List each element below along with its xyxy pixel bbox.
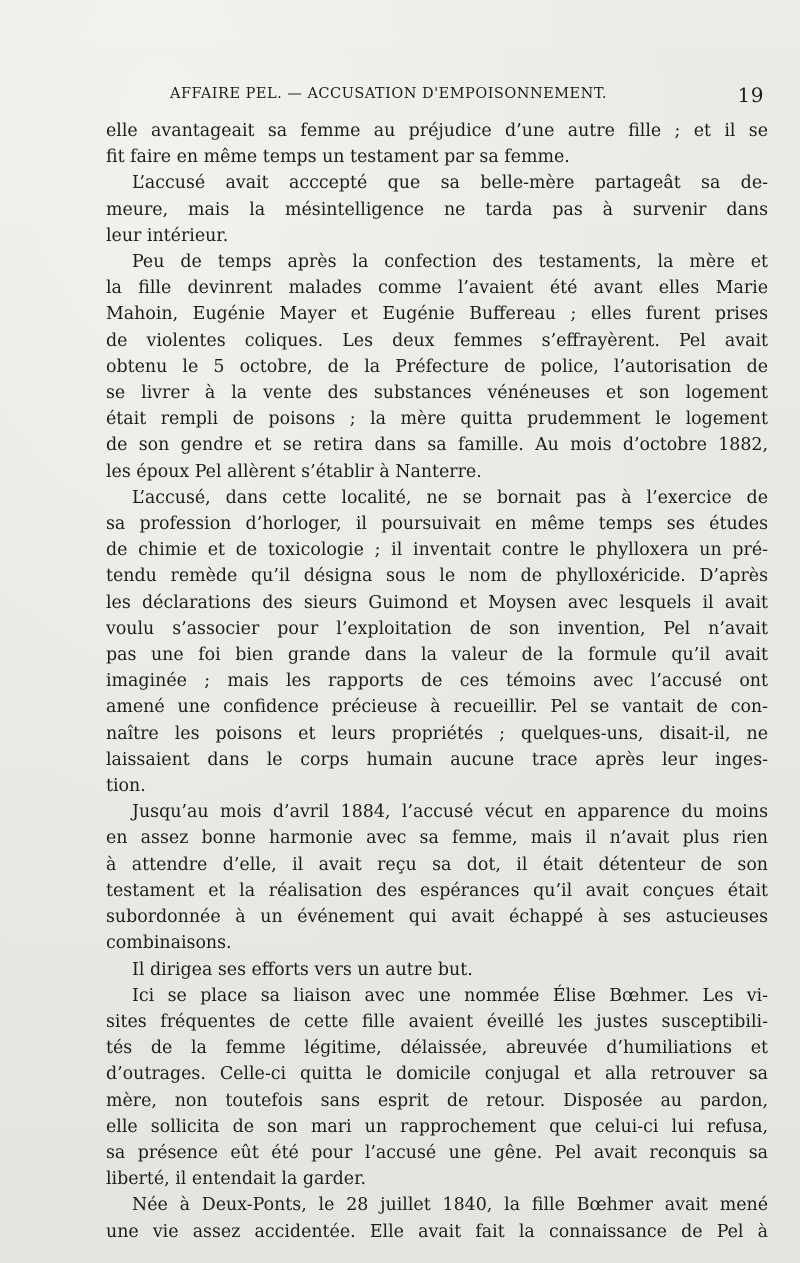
text-line: la fille devinrent malades comme l’avaient été avant elles Marie (106, 278, 768, 299)
text-line: elle sollicita de son mari un rapprochement que celui-ci lui refusa, (106, 1116, 768, 1137)
paragraph (106, 983, 768, 1193)
text-line: était rempli de poisons ; la mère quitta prudemment le logement (106, 409, 768, 430)
text-line: leur intérieur. (106, 225, 229, 246)
text-line: elle avantageait sa femme au préjudice d’une autre fille ; et il se (106, 121, 768, 141)
text-line: tendu remède qu’il désigna sous le nom de phylloxéricide. D’après (106, 566, 768, 587)
paragraph (106, 1192, 768, 1244)
text-line: voulu s’associer pour l’exploitation de son invention, Pel n’avait (106, 618, 768, 639)
text-line: une vie assez accidentée. Elle avait fait la connaissance de Pel à (106, 1221, 768, 1242)
text-line: amené une confidence précieuse à recueillir. Pel se vantait de con- (106, 697, 768, 718)
text-line: les déclarations des sieurs Guimond et Moysen avec lesquels il avait (106, 592, 768, 613)
text-line: de son gendre et se retira dans sa famille. Au mois d’octobre 1882, (106, 435, 768, 456)
text-line: se livrer à la vente des substances vénéneuses et son logement (106, 383, 768, 404)
text-line: combinaisons. (106, 933, 232, 954)
text-line: tés de la femme légitime, délaissée, abreuvée d’humiliations et (106, 1038, 768, 1059)
text-line: en assez bonne harmonie avec sa femme, mais il n’avait plus rien (106, 828, 768, 849)
text-line: sa présence eût été pour l’accusé une gêne. Pel avait reconquis sa (106, 1142, 768, 1163)
paragraph (106, 118, 768, 170)
text-line: Peu de temps après la confection des testaments, la mère et (132, 252, 768, 273)
text-line: naître les poisons et leurs propriétés ; quelques-uns, disait-il, ne (106, 723, 768, 744)
text-line: fit faire en même temps un testament par sa femme. (106, 147, 570, 168)
text-line: Ici se place sa liaison avec une nommée Élise Bœhmer. Les vi- (132, 985, 768, 1006)
text-line: Née à Deux-Ponts, le 28 juillet 1840, la fille Bœhmer avait mené (132, 1195, 768, 1216)
text-line: subordonnée à un événement qui avait échappé à ses astucieuses (106, 907, 768, 928)
page-header (170, 83, 770, 112)
text-line: tion. (106, 776, 146, 797)
text-line: obtenu le 5 octobre, de la Préfecture de police, l’autorisation de (106, 356, 768, 377)
text-line: de violentes coliques. Les deux femmes s’effrayèrent. Pel avait (106, 330, 768, 351)
text-line: testament et la réalisation des espérances qu’il avait conçues était (106, 880, 768, 901)
paragraph (106, 957, 768, 983)
paragraph (106, 170, 768, 249)
body-text (106, 118, 768, 1245)
text-line: L’accusé, dans cette localité, ne se bornait pas à l’exercice de (132, 487, 768, 508)
text-line: sites fréquentes de cette fille avaient éveillé les justes susceptibili- (106, 1011, 768, 1032)
text-line: liberté, il entendait la garder. (106, 1169, 367, 1190)
running-title: AFFAIRE PEL. — ACCUSATION D'EMPOISONNEMENT. (170, 86, 607, 102)
text-line: de chimie et de toxicologie ; il inventait contre le phylloxera un pré- (106, 540, 768, 561)
text-line: L’accusé avait acccepté que sa belle-mère partageât sa de- (132, 173, 768, 194)
paragraph (106, 799, 768, 956)
text-line: les époux Pel allèrent s’établir à Nanterre. (106, 461, 482, 482)
page-number: 19 (737, 83, 764, 107)
text-line: meure, mais la mésintelligence ne tarda pas à survenir dans (106, 199, 768, 220)
text-line: d’outrages. Celle-ci quitta le domicile conjugal et alla retrouver sa (106, 1064, 768, 1085)
text-line: à attendre d’elle, il avait reçu sa dot, il était détenteur de son (106, 854, 768, 875)
text-line: imaginée ; mais les rapports de ces témoins avec l’accusé ont (106, 671, 768, 692)
text-line: mère, non toutefois sans esprit de retour. Disposée au pardon, (106, 1090, 768, 1111)
text-line: Il dirigea ses efforts vers un autre but. (132, 959, 473, 980)
text-line: Jusqu’au mois d’avril 1884, l’accusé vécut en apparence du moins (132, 802, 768, 823)
text-line: sa profession d’horloger, il poursuivait en même temps ses études (106, 514, 768, 535)
text-line: pas une foi bien grande dans la valeur de la formule qu’il avait (106, 645, 768, 666)
paragraph (106, 249, 768, 485)
text-line: laissaient dans le corps humain aucune trace après leur inges- (106, 749, 768, 770)
text-line: Mahoin, Eugénie Mayer et Eugénie Buffereau ; elles furent prises (106, 304, 768, 325)
paragraph (106, 485, 768, 799)
